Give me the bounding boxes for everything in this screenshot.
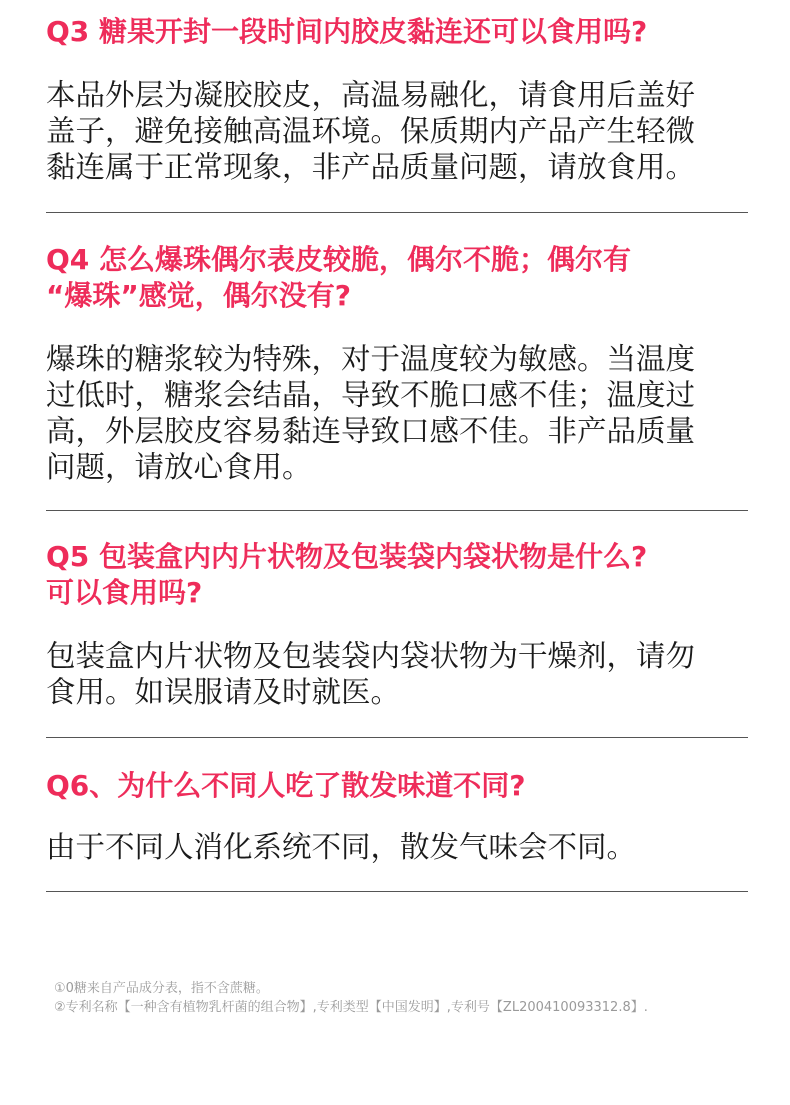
faq-answer: 本品外层为凝胶胶皮，高温易融化，请食用后盖好 盖子，避免接触高温环境。保质期内产品产生轻微 黏连属于正常现象，非产品质量问题，请放食用。: [46, 78, 696, 184]
faq-question: Q4 怎么爆珠偶尔表皮较脆，偶尔不脆；偶尔有 “爆珠”感觉，偶尔没有?: [46, 243, 632, 312]
faq-answer: 包装盒内片状物及包装袋内袋状物为干燥剂，请勿 食用。如误服请及时就医。: [46, 639, 696, 709]
faq-item-q4: [46, 242, 748, 485]
faq-question: Q5 包装盒内内片状物及包装袋内袋状物是什么? 可以食用吗?: [46, 540, 648, 609]
footnote-2: ②专利名称【一种含有植物乳杆菌的组合物】,专利类型【中国发明】,专利号【ZL200410093312.8】.: [54, 1000, 648, 1015]
faq-question: Q3 糖果开封一段时间内胶皮黏连还可以食用吗?: [46, 15, 648, 48]
divider: [46, 737, 748, 738]
footnote-1: ①0糖来自产品成分表，指不含蔗糖。: [54, 981, 269, 996]
faq-answer: 由于不同人消化系统不同，散发气味会不同。: [46, 830, 637, 864]
faq-answer: 爆珠的糖浆较为特殊，对于温度较为敏感。当温度 过低时，糖浆会结晶，导致不脆口感不佳；温度过 高，外层胶皮容易黏连导致口感不佳。非产品质量 问题，请放心食用。: [46, 342, 696, 484]
faq-item-q5: [46, 539, 748, 710]
divider: [46, 212, 748, 213]
faq-question: Q6、为什么不同人吃了散发味道不同?: [46, 769, 526, 802]
faq-item-q6: [46, 768, 748, 865]
divider: [46, 891, 748, 892]
divider: [46, 510, 748, 511]
footnotes: [54, 979, 754, 1017]
faq-item-q3: [46, 14, 748, 185]
